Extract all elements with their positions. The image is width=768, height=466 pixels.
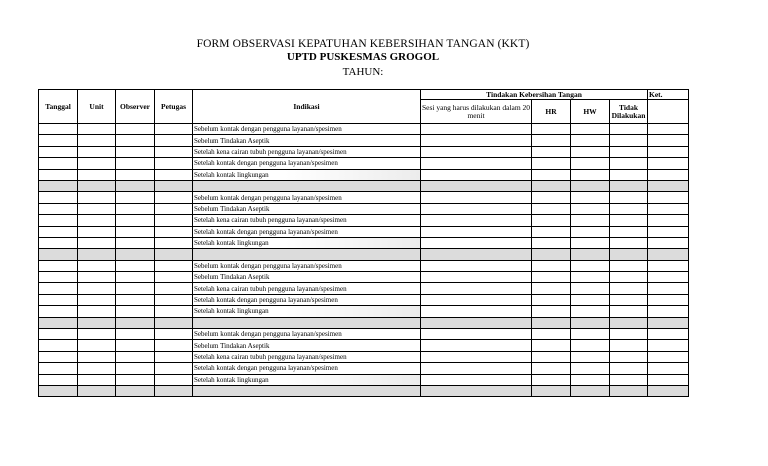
separator-cell: [571, 317, 610, 328]
header-ket-empty: [648, 100, 689, 124]
entry-cell[interactable]: [610, 374, 648, 385]
entry-cell[interactable]: [571, 363, 610, 374]
entry-cell[interactable]: [610, 294, 648, 305]
table-row: [39, 237, 689, 248]
entry-cell[interactable]: [39, 124, 78, 135]
entry-cell[interactable]: [116, 260, 155, 271]
entry-cell[interactable]: [532, 237, 571, 248]
header-observer: Observer: [116, 90, 155, 124]
separator-cell: [532, 385, 571, 396]
entry-cell[interactable]: [571, 226, 610, 237]
separator-cell: [421, 180, 532, 191]
entry-cell[interactable]: [78, 158, 116, 169]
header-indikasi: Indikasi: [193, 90, 421, 124]
entry-cell[interactable]: [155, 260, 193, 271]
header-petugas: Petugas: [155, 90, 193, 124]
separator-cell: [610, 249, 648, 260]
separator-cell: [421, 317, 532, 328]
entry-cell[interactable]: [155, 192, 193, 203]
entry-cell[interactable]: [648, 158, 689, 169]
indikasi-cell: Sebelum kontak dengan pengguna layanan/spesimen: [193, 124, 421, 135]
entry-cell[interactable]: [610, 203, 648, 214]
entry-cell[interactable]: [421, 169, 532, 180]
entry-cell[interactable]: [610, 363, 648, 374]
separator-cell: [648, 385, 689, 396]
separator-cell: [648, 249, 689, 260]
entry-cell[interactable]: [39, 272, 78, 283]
entry-cell[interactable]: [116, 283, 155, 294]
indikasi-cell: Sebelum Tindakan Aseptik: [193, 340, 421, 351]
entry-cell[interactable]: [421, 374, 532, 385]
entry-cell[interactable]: [648, 146, 689, 157]
entry-cell[interactable]: [116, 226, 155, 237]
entry-cell[interactable]: [571, 260, 610, 271]
entry-cell[interactable]: [571, 192, 610, 203]
table-row: [39, 192, 689, 203]
entry-cell[interactable]: [571, 294, 610, 305]
separator-cell: [532, 249, 571, 260]
entry-cell[interactable]: [116, 351, 155, 362]
entry-cell[interactable]: [116, 169, 155, 180]
entry-cell[interactable]: [571, 215, 610, 226]
header-tindakan-group: Tindakan Kebersihan Tangan: [421, 90, 648, 100]
indikasi-cell: Sebelum Tindakan Aseptik: [193, 203, 421, 214]
entry-cell[interactable]: [648, 124, 689, 135]
form-title: FORM OBSERVASI KEPATUHAN KEBERSIHAN TANGAN (KKT): [196, 38, 530, 50]
entry-cell[interactable]: [421, 124, 532, 135]
entry-cell[interactable]: [116, 294, 155, 305]
entry-cell[interactable]: [155, 272, 193, 283]
separator-cell: [155, 317, 193, 328]
entry-cell[interactable]: [571, 203, 610, 214]
entry-cell[interactable]: [421, 192, 532, 203]
table-row: [39, 135, 689, 146]
indikasi-cell: Setelah kontak lingkungan: [193, 374, 421, 385]
separator-cell: [610, 317, 648, 328]
entry-cell[interactable]: [116, 340, 155, 351]
group-separator-row: [39, 385, 689, 396]
entry-cell[interactable]: [78, 192, 116, 203]
entry-cell[interactable]: [155, 203, 193, 214]
entry-cell[interactable]: [421, 294, 532, 305]
entry-cell[interactable]: [532, 283, 571, 294]
entry-cell[interactable]: [532, 169, 571, 180]
separator-cell: [39, 249, 78, 260]
entry-cell[interactable]: [421, 237, 532, 248]
indikasi-cell: Setelah kontak lingkungan: [193, 306, 421, 317]
group-separator-row: [39, 249, 689, 260]
entry-cell[interactable]: [155, 215, 193, 226]
separator-cell: [571, 385, 610, 396]
entry-cell[interactable]: [78, 215, 116, 226]
indikasi-cell: Setelah kena cairan tubuh pengguna layanan/spesimen: [193, 283, 421, 294]
entry-cell[interactable]: [78, 226, 116, 237]
separator-cell: [78, 317, 116, 328]
entry-cell[interactable]: [532, 363, 571, 374]
entry-cell[interactable]: [116, 158, 155, 169]
entry-cell[interactable]: [78, 146, 116, 157]
header-tidak-dilakukan: Tidak Dilakukan: [610, 100, 648, 124]
table-row: [39, 124, 689, 135]
header-hr: HR: [532, 100, 571, 124]
indikasi-cell: Sebelum Tindakan Aseptik: [193, 272, 421, 283]
entry-cell[interactable]: [532, 158, 571, 169]
entry-cell[interactable]: [116, 203, 155, 214]
separator-cell: [116, 385, 155, 396]
separator-cell: [648, 180, 689, 191]
separator-cell: [610, 180, 648, 191]
group-separator-row: [39, 180, 689, 191]
table-row: [39, 306, 689, 317]
entry-cell[interactable]: [421, 146, 532, 157]
entry-cell[interactable]: [39, 294, 78, 305]
entry-cell[interactable]: [39, 158, 78, 169]
entry-cell[interactable]: [532, 340, 571, 351]
separator-cell: [116, 249, 155, 260]
indikasi-cell: Setelah kena cairan tubuh pengguna layanan/spesimen: [193, 146, 421, 157]
entry-cell[interactable]: [648, 306, 689, 317]
table-row: [39, 158, 689, 169]
entry-cell[interactable]: [116, 215, 155, 226]
entry-cell[interactable]: [648, 283, 689, 294]
table-row: [39, 203, 689, 214]
entry-cell[interactable]: [155, 306, 193, 317]
entry-cell[interactable]: [532, 294, 571, 305]
entry-cell[interactable]: [39, 363, 78, 374]
entry-cell[interactable]: [648, 226, 689, 237]
entry-cell[interactable]: [116, 146, 155, 157]
entry-cell[interactable]: [421, 260, 532, 271]
entry-cell[interactable]: [571, 135, 610, 146]
entry-cell[interactable]: [155, 124, 193, 135]
table-row: [39, 374, 689, 385]
entry-cell[interactable]: [421, 329, 532, 340]
entry-cell[interactable]: [610, 135, 648, 146]
entry-cell[interactable]: [39, 169, 78, 180]
entry-cell[interactable]: [78, 283, 116, 294]
entry-cell[interactable]: [116, 237, 155, 248]
entry-cell[interactable]: [39, 351, 78, 362]
table-row: [39, 283, 689, 294]
entry-cell[interactable]: [39, 192, 78, 203]
separator-cell: [532, 317, 571, 328]
entry-cell[interactable]: [78, 135, 116, 146]
separator-cell: [155, 249, 193, 260]
header-hw: HW: [571, 100, 610, 124]
entry-cell[interactable]: [39, 237, 78, 248]
separator-cell: [610, 385, 648, 396]
entry-cell[interactable]: [532, 146, 571, 157]
entry-cell[interactable]: [116, 374, 155, 385]
entry-cell[interactable]: [610, 215, 648, 226]
separator-cell: [532, 180, 571, 191]
entry-cell[interactable]: [78, 272, 116, 283]
entry-cell[interactable]: [610, 260, 648, 271]
entry-cell[interactable]: [610, 169, 648, 180]
entry-cell[interactable]: [78, 340, 116, 351]
entry-cell[interactable]: [571, 158, 610, 169]
indikasi-cell: Setelah kena cairan tubuh pengguna layanan/spesimen: [193, 215, 421, 226]
entry-cell[interactable]: [155, 283, 193, 294]
entry-cell[interactable]: [39, 329, 78, 340]
separator-cell: [421, 385, 532, 396]
year-label: TAHUN:: [342, 66, 384, 78]
entry-cell[interactable]: [532, 351, 571, 362]
entry-cell[interactable]: [610, 283, 648, 294]
entry-cell[interactable]: [421, 158, 532, 169]
entry-cell[interactable]: [155, 374, 193, 385]
entry-cell[interactable]: [78, 260, 116, 271]
separator-cell: [193, 180, 421, 191]
entry-cell[interactable]: [571, 146, 610, 157]
entry-cell[interactable]: [532, 215, 571, 226]
entry-cell[interactable]: [610, 146, 648, 157]
indikasi-cell: Setelah kontak dengan pengguna layanan/spesimen: [193, 158, 421, 169]
indikasi-cell: Setelah kontak dengan pengguna layanan/spesimen: [193, 226, 421, 237]
entry-cell[interactable]: [571, 272, 610, 283]
entry-cell[interactable]: [610, 237, 648, 248]
entry-cell[interactable]: [532, 135, 571, 146]
entry-cell[interactable]: [571, 329, 610, 340]
entry-cell[interactable]: [610, 124, 648, 135]
entry-cell[interactable]: [648, 272, 689, 283]
entry-cell[interactable]: [39, 215, 78, 226]
entry-cell[interactable]: [421, 272, 532, 283]
entry-cell[interactable]: [648, 237, 689, 248]
separator-cell: [193, 385, 421, 396]
separator-cell: [78, 385, 116, 396]
table-row: [39, 272, 689, 283]
entry-cell[interactable]: [421, 215, 532, 226]
entry-cell[interactable]: [78, 306, 116, 317]
entry-cell[interactable]: [155, 329, 193, 340]
entry-cell[interactable]: [648, 135, 689, 146]
entry-cell[interactable]: [39, 374, 78, 385]
table-row: [39, 351, 689, 362]
entry-cell[interactable]: [610, 158, 648, 169]
observation-body: [39, 124, 689, 397]
entry-cell[interactable]: [116, 124, 155, 135]
separator-cell: [116, 317, 155, 328]
entry-cell[interactable]: [532, 329, 571, 340]
table-row: [39, 329, 689, 340]
header-ket: Ket.: [648, 90, 689, 100]
entry-cell[interactable]: [421, 363, 532, 374]
entry-cell[interactable]: [648, 374, 689, 385]
entry-cell[interactable]: [78, 237, 116, 248]
entry-cell[interactable]: [39, 135, 78, 146]
entry-cell[interactable]: [39, 340, 78, 351]
entry-cell[interactable]: [532, 260, 571, 271]
entry-cell[interactable]: [610, 329, 648, 340]
separator-cell: [421, 249, 532, 260]
entry-cell[interactable]: [421, 351, 532, 362]
header-unit: Unit: [78, 90, 116, 124]
entry-cell[interactable]: [421, 340, 532, 351]
indikasi-cell: Sebelum Tindakan Aseptik: [193, 135, 421, 146]
entry-cell[interactable]: [648, 215, 689, 226]
table-row: [39, 226, 689, 237]
entry-cell[interactable]: [78, 294, 116, 305]
entry-cell[interactable]: [116, 272, 155, 283]
entry-cell[interactable]: [78, 351, 116, 362]
entry-cell[interactable]: [571, 374, 610, 385]
indikasi-cell: Setelah kontak dengan pengguna layanan/spesimen: [193, 363, 421, 374]
entry-cell[interactable]: [78, 374, 116, 385]
entry-cell[interactable]: [532, 374, 571, 385]
entry-cell[interactable]: [421, 226, 532, 237]
entry-cell[interactable]: [39, 226, 78, 237]
entry-cell[interactable]: [155, 351, 193, 362]
table-row: [39, 363, 689, 374]
entry-cell[interactable]: [610, 306, 648, 317]
entry-cell[interactable]: [78, 329, 116, 340]
separator-cell: [155, 385, 193, 396]
entry-cell[interactable]: [648, 192, 689, 203]
entry-cell[interactable]: [78, 124, 116, 135]
table-row: [39, 215, 689, 226]
entry-cell[interactable]: [155, 135, 193, 146]
entry-cell[interactable]: [571, 237, 610, 248]
header-tanggal: Tanggal: [39, 90, 78, 124]
table-row: [39, 260, 689, 271]
entry-cell[interactable]: [155, 169, 193, 180]
entry-cell[interactable]: [532, 203, 571, 214]
entry-cell[interactable]: [532, 226, 571, 237]
entry-cell[interactable]: [648, 351, 689, 362]
entry-cell[interactable]: [39, 260, 78, 271]
entry-cell[interactable]: [532, 272, 571, 283]
entry-cell[interactable]: [571, 340, 610, 351]
group-separator-row: [39, 317, 689, 328]
entry-cell[interactable]: [648, 363, 689, 374]
separator-cell: [193, 249, 421, 260]
form-subtitle: UPTD PUSKESMAS GROGOL: [286, 51, 440, 63]
table-row: [39, 340, 689, 351]
entry-cell[interactable]: [39, 146, 78, 157]
table-row: [39, 294, 689, 305]
entry-cell[interactable]: [421, 306, 532, 317]
entry-cell[interactable]: [532, 124, 571, 135]
separator-cell: [155, 180, 193, 191]
entry-cell[interactable]: [648, 329, 689, 340]
separator-cell: [78, 180, 116, 191]
separator-cell: [39, 317, 78, 328]
entry-cell[interactable]: [610, 192, 648, 203]
separator-cell: [78, 249, 116, 260]
separator-cell: [193, 317, 421, 328]
entry-cell[interactable]: [39, 306, 78, 317]
separator-cell: [39, 385, 78, 396]
indikasi-cell: Sebelum kontak dengan pengguna layanan/spesimen: [193, 192, 421, 203]
entry-cell[interactable]: [610, 351, 648, 362]
entry-cell[interactable]: [648, 260, 689, 271]
entry-cell[interactable]: [648, 294, 689, 305]
entry-cell[interactable]: [421, 283, 532, 294]
separator-cell: [571, 249, 610, 260]
entry-cell[interactable]: [571, 351, 610, 362]
header-sesi: Sesi yang harus dilakukan dalam 20 menit: [421, 100, 532, 124]
entry-cell[interactable]: [116, 363, 155, 374]
indikasi-cell: Sebelum kontak dengan pengguna layanan/spesimen: [193, 260, 421, 271]
indikasi-cell: Setelah kontak lingkungan: [193, 237, 421, 248]
entry-cell[interactable]: [39, 283, 78, 294]
entry-cell[interactable]: [571, 169, 610, 180]
entry-cell[interactable]: [155, 294, 193, 305]
entry-cell[interactable]: [155, 226, 193, 237]
entry-cell[interactable]: [571, 306, 610, 317]
entry-cell[interactable]: [78, 169, 116, 180]
entry-cell[interactable]: [571, 283, 610, 294]
observation-table: [38, 89, 689, 397]
indikasi-cell: Sebelum kontak dengan pengguna layanan/spesimen: [193, 329, 421, 340]
entry-cell[interactable]: [648, 169, 689, 180]
entry-cell[interactable]: [421, 203, 532, 214]
entry-cell[interactable]: [39, 203, 78, 214]
entry-cell[interactable]: [116, 306, 155, 317]
entry-cell[interactable]: [610, 272, 648, 283]
separator-cell: [39, 180, 78, 191]
entry-cell[interactable]: [532, 192, 571, 203]
entry-cell[interactable]: [421, 135, 532, 146]
entry-cell[interactable]: [648, 340, 689, 351]
separator-cell: [571, 180, 610, 191]
indikasi-cell: Setelah kontak lingkungan: [193, 169, 421, 180]
entry-cell[interactable]: [610, 340, 648, 351]
entry-cell[interactable]: [610, 226, 648, 237]
entry-cell[interactable]: [155, 146, 193, 157]
entry-cell[interactable]: [155, 237, 193, 248]
entry-cell[interactable]: [648, 203, 689, 214]
entry-cell[interactable]: [155, 363, 193, 374]
entry-cell[interactable]: [116, 192, 155, 203]
separator-cell: [116, 180, 155, 191]
entry-cell[interactable]: [116, 329, 155, 340]
table-row: [39, 146, 689, 157]
entry-cell[interactable]: [116, 135, 155, 146]
indikasi-cell: Setelah kontak dengan pengguna layanan/spesimen: [193, 294, 421, 305]
separator-cell: [648, 317, 689, 328]
entry-cell[interactable]: [155, 340, 193, 351]
table-row: [39, 169, 689, 180]
entry-cell[interactable]: [571, 124, 610, 135]
entry-cell[interactable]: [78, 363, 116, 374]
entry-cell[interactable]: [155, 158, 193, 169]
entry-cell[interactable]: [78, 203, 116, 214]
entry-cell[interactable]: [532, 306, 571, 317]
indikasi-cell: Setelah kena cairan tubuh pengguna layanan/spesimen: [193, 351, 421, 362]
